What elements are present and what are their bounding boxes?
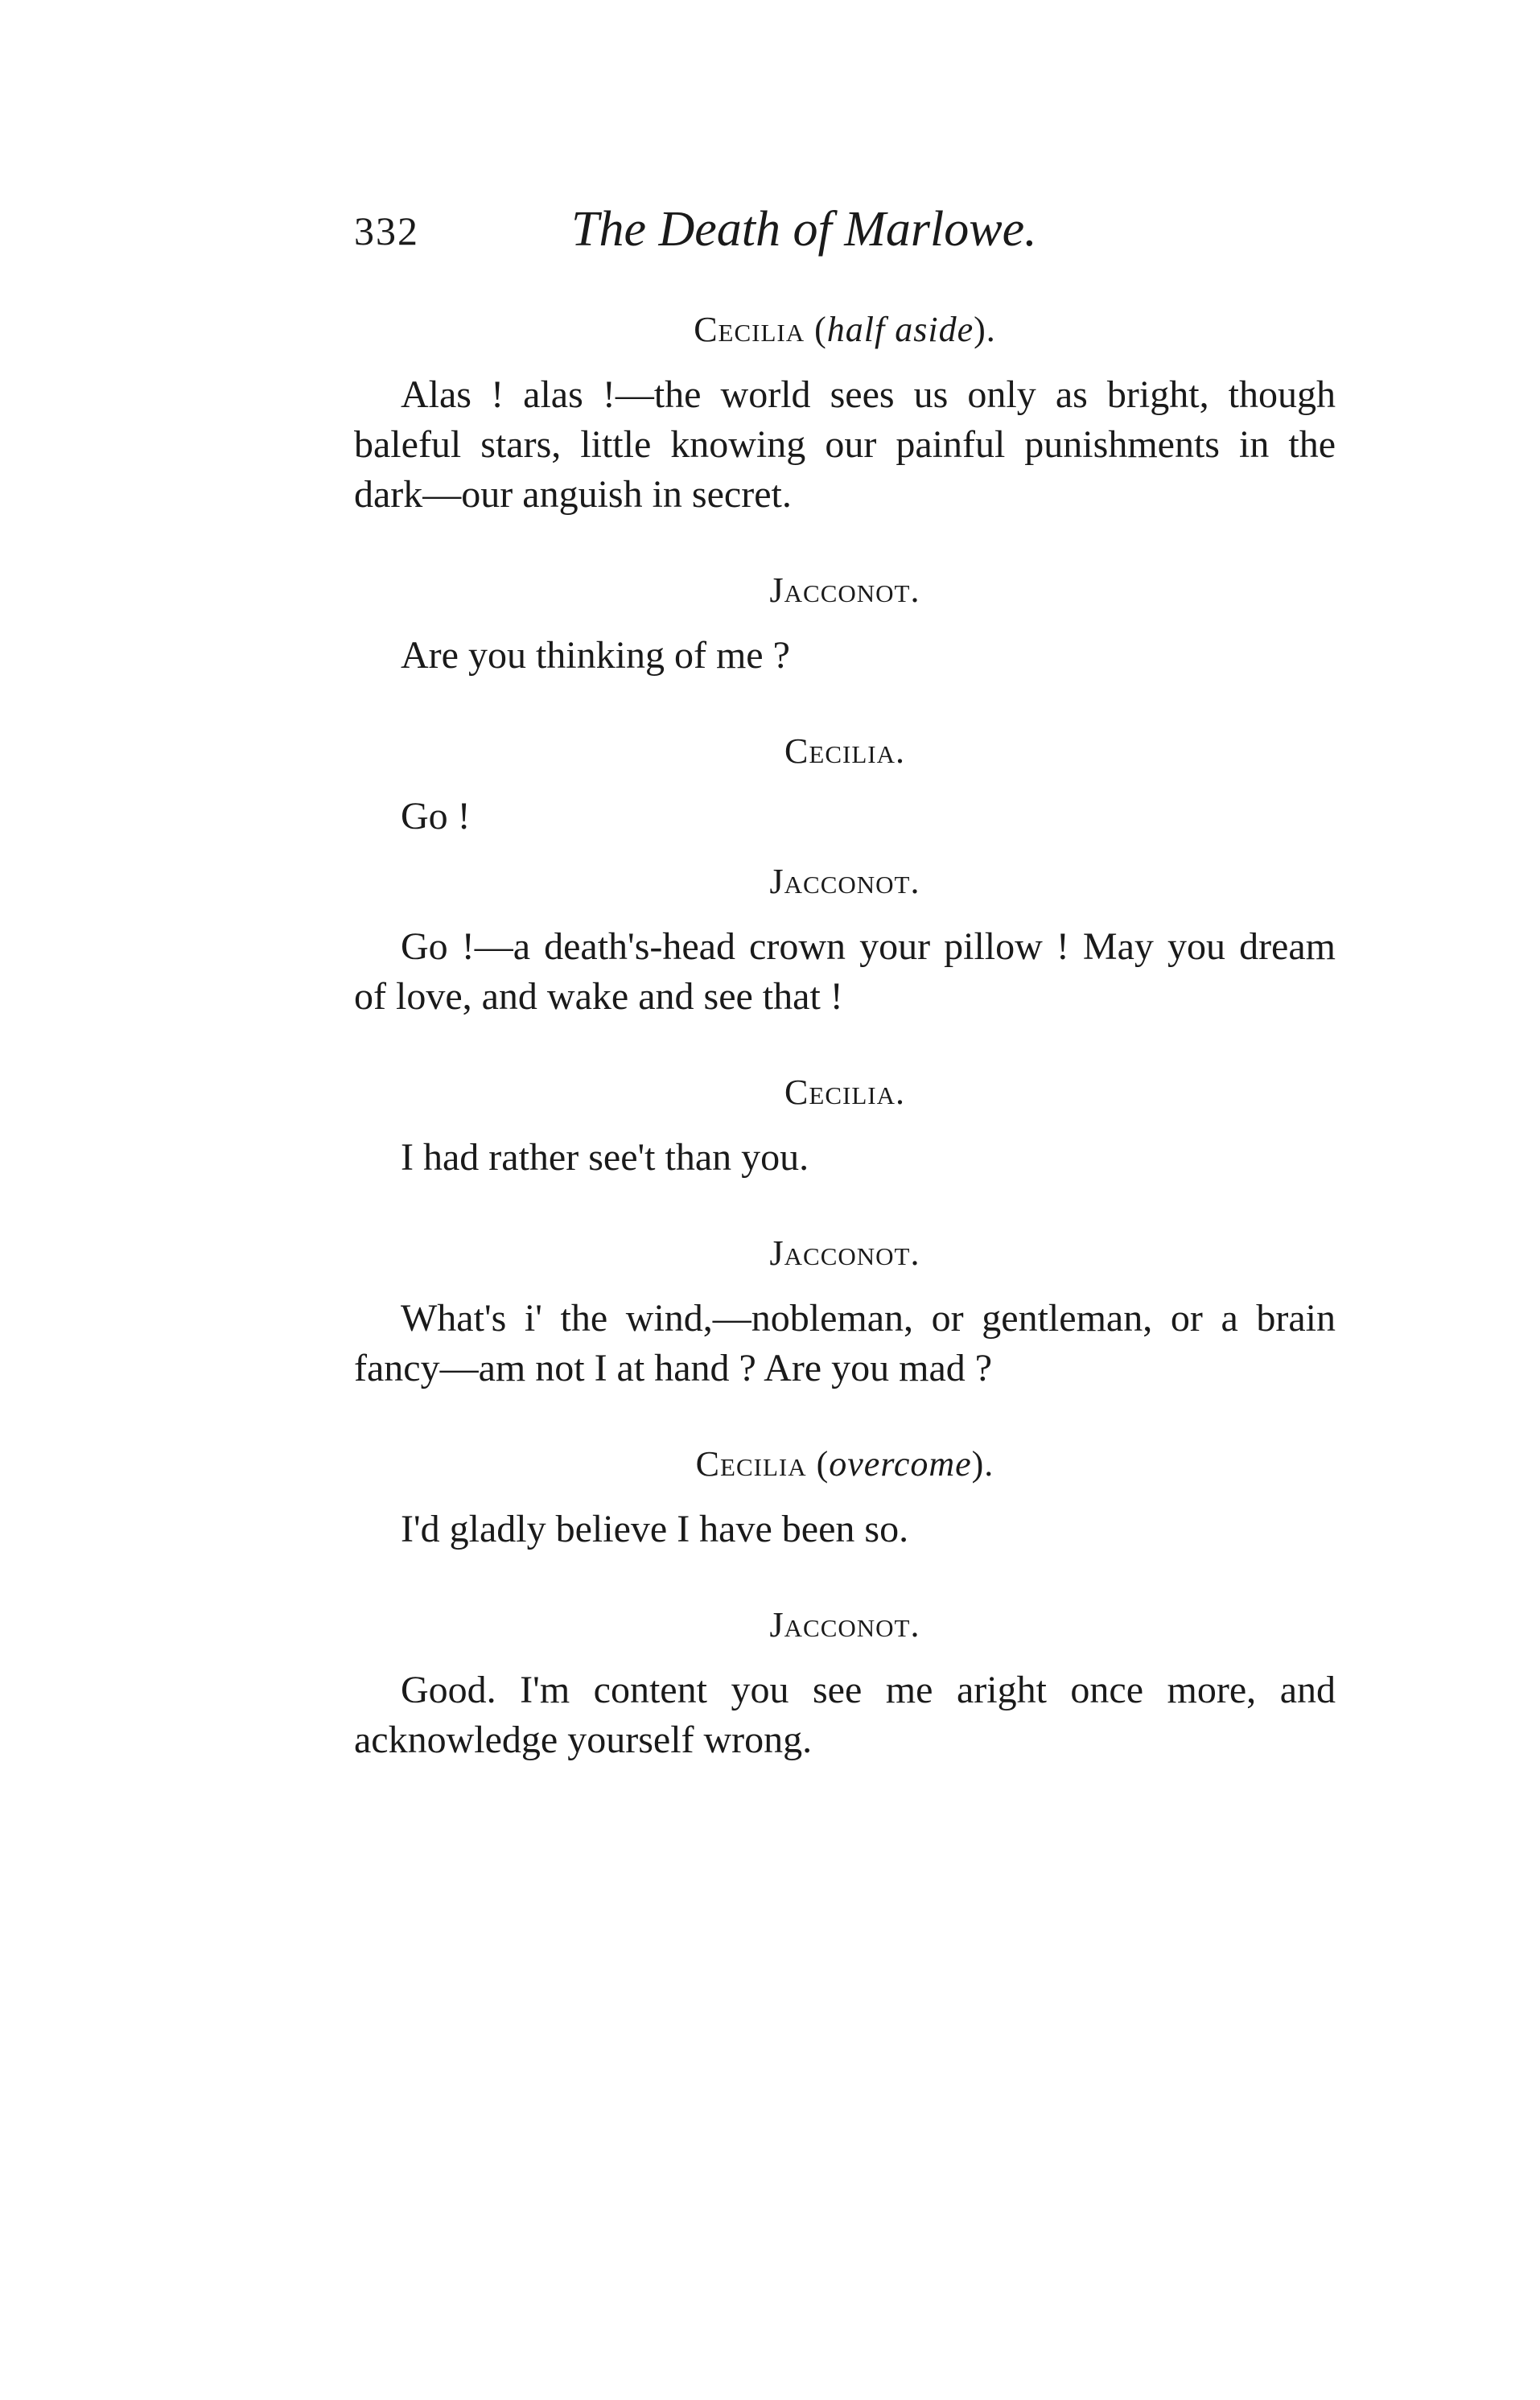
speaker-name: Cecilia bbox=[694, 310, 805, 349]
stage-direction: overcome bbox=[829, 1444, 972, 1484]
speaker-heading bbox=[354, 858, 1336, 906]
speaker-heading bbox=[354, 1601, 1336, 1649]
speaker-name: Cecilia bbox=[695, 1444, 807, 1484]
speaker-name: Jacconot. bbox=[769, 570, 920, 610]
speaker-heading bbox=[354, 727, 1336, 776]
speech-paragraph: Good. I'm content you see me aright once more, and acknowledge yourself wrong. bbox=[354, 1669, 1336, 1761]
speaker-heading: Cecilia (half aside). bbox=[694, 310, 996, 349]
speaker-name: Cecilia. bbox=[784, 731, 905, 771]
speaker-heading bbox=[354, 1229, 1336, 1278]
speech-paragraph: I had rather see't than you. bbox=[401, 1136, 809, 1179]
speech-paragraph: Alas ! alas !—the world sees us only as bright, though baleful stars, little knowing our painful punishments in the dark—our anguish in secret. bbox=[354, 373, 1336, 516]
speaker-heading bbox=[354, 566, 1336, 615]
stage-direction: half aside bbox=[826, 310, 974, 349]
speaker-heading bbox=[354, 1068, 1336, 1117]
dialogue-text bbox=[354, 306, 1336, 1765]
speech-paragraph: Are you thinking of me ? bbox=[401, 634, 790, 677]
speech-paragraph: Go ! bbox=[401, 795, 471, 838]
speaker-name: Cecilia. bbox=[784, 1072, 905, 1112]
speaker-name: Jacconot. bbox=[769, 1605, 920, 1645]
speech-paragraph: Go !—a death's-head crown your pillow ! May you dream of love, and wake and see that ! bbox=[354, 925, 1336, 1018]
speaker-name: Jacconot. bbox=[769, 1233, 920, 1273]
page-header bbox=[354, 202, 1199, 272]
page-number: 332 bbox=[354, 208, 419, 253]
speaker-name: Jacconot. bbox=[769, 862, 920, 901]
speaker-heading: Cecilia (overcome). bbox=[695, 1444, 994, 1484]
speech-paragraph: What's i' the wind,—nobleman, or gentleman, or a brain fancy—am not I at hand ? Are you mad ? bbox=[354, 1297, 1336, 1389]
speech-paragraph: I'd gladly believe I have been so. bbox=[401, 1508, 909, 1550]
running-title: The Death of Marlowe. bbox=[571, 202, 1037, 257]
